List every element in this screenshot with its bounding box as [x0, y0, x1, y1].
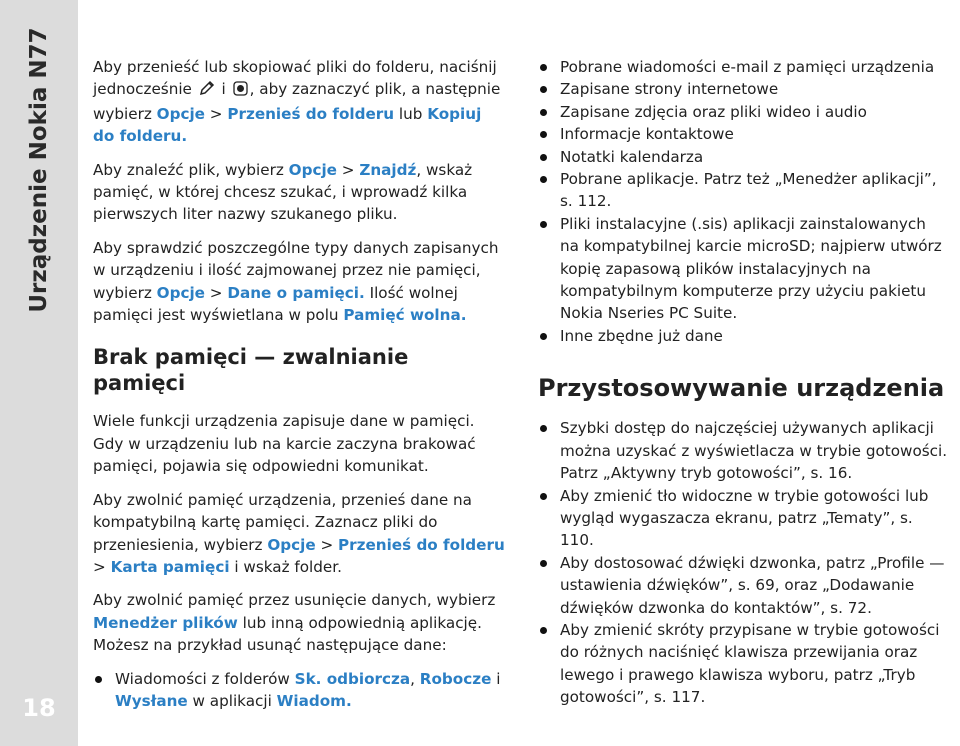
paragraph-move-copy: Aby przenieść lub skopiować pliki do folderu, naciśnij jednocześnie i , aby zaznaczyć plik, a następnie wybierz Opcje > Przenieś do folderu lub Kopiuj do folderu. [93, 58, 501, 146]
paragraph-free-memory-move: Aby zwolnić pamięć urządzenia, przenieś dane na kompatybilną kartę pamięci. Zaznacz pliki do przeniesienia, wybierz Opcje > Przenieś do folderu > Karta pamięci i wskaż folder. [93, 490, 505, 576]
left-column [93, 56, 505, 712]
list-item: Szybki dostęp do najczęściej używanych aplikacji można uzyskać z wyświetlacza w trybie gotowości. Patrz „Aktywny tryb gotowości”, s. 16. [538, 417, 948, 484]
list-item: Informacje kontaktowe [538, 123, 948, 145]
list-item: Aby zmienić tło widoczne w trybie gotowości lub wygląd wygaszacza ekranu, patrz „Tematy”, s. 110. [538, 485, 948, 552]
section-heading-low-memory: Brak pamięci — zwalnianie pamięci [93, 345, 409, 396]
list-item: Notatki kalendarza [538, 146, 948, 168]
list-item: Aby dostosować dźwięki dzwonka, patrz „Profile — ustawienia dźwięków”, s. 69, oraz „Dodawanie dźwięków dzwonka do kontaktów”, s. 72. [538, 552, 948, 619]
paragraph-low-memory: Wiele funkcji urządzenia zapisuje dane w pamięci. Gdy w urządzeniu lub na karcie zaczyna brakować pamięci, pojawia się odpowiedni komunikat. [93, 412, 476, 476]
page-number: 18 [22, 694, 56, 722]
delete-list [93, 668, 505, 713]
right-column [538, 56, 948, 709]
list-item: Wiadomości z folderów Sk. odbiorcza, Robocze i Wysłane w aplikacji Wiadom. [93, 668, 505, 713]
sidebar [0, 0, 78, 746]
list-item: Zapisane zdjęcia oraz pliki wideo i audio [538, 101, 948, 123]
list-item: Pobrane aplikacje. Patrz też „Menedżer aplikacji”, s. 112. [538, 168, 948, 213]
list-item: Inne zbędne już dane [538, 325, 948, 347]
section-heading-personalize: Przystosowywanie urządzenia [538, 374, 945, 403]
pencil-icon [199, 80, 215, 102]
paragraph-check-memory: Aby sprawdzić poszczególne typy danych zapisanych w urządzeniu i ilość zajmowanej przez nie pamięci, wybierz Opcje > Dane o pamięci. Ilość wolnej pamięci jest wyświetlana w polu Pamięć wolna. [93, 238, 499, 325]
chapter-title: Urządzenie Nokia N77 [26, 27, 52, 313]
list-item: Pliki instalacyjne (.sis) aplikacji zainstalowanych na kompatybilnej karcie microSD; najpierw utwórz kopię zapasową plików instalacyjnych na kompatybilnym komputerze przy użyciu pakietu Nokia Nseries PC Suite. [538, 213, 948, 325]
paragraph-free-memory-delete: Aby zwolnić pamięć przez usunięcie danych, wybierz Menedżer plików lub inną odpowiednią aplikację. Możesz na przykład usunąć następujące dane: [93, 591, 496, 655]
paragraph-find: Aby znaleźć plik, wybierz Opcje > Znajdź, wskaż pamięć, w której chcesz szukać, i wprowadź kilka pierwszych liter nazwy szukanego pliku. [93, 160, 473, 224]
list-item: Pobrane wiadomości e-mail z pamięci urządzenia [538, 56, 948, 78]
joystick-icon [233, 80, 248, 102]
list-item: Zapisane strony internetowe [538, 78, 948, 100]
personalize-list [538, 417, 948, 708]
deletable-data-list [538, 56, 948, 347]
list-item: Aby zmienić skróty przypisane w trybie gotowości do różnych naciśnięć klawisza przewijania oraz lewego i prawego klawisza wyboru, patrz „Tryb gotowości”, s. 117. [538, 619, 948, 709]
